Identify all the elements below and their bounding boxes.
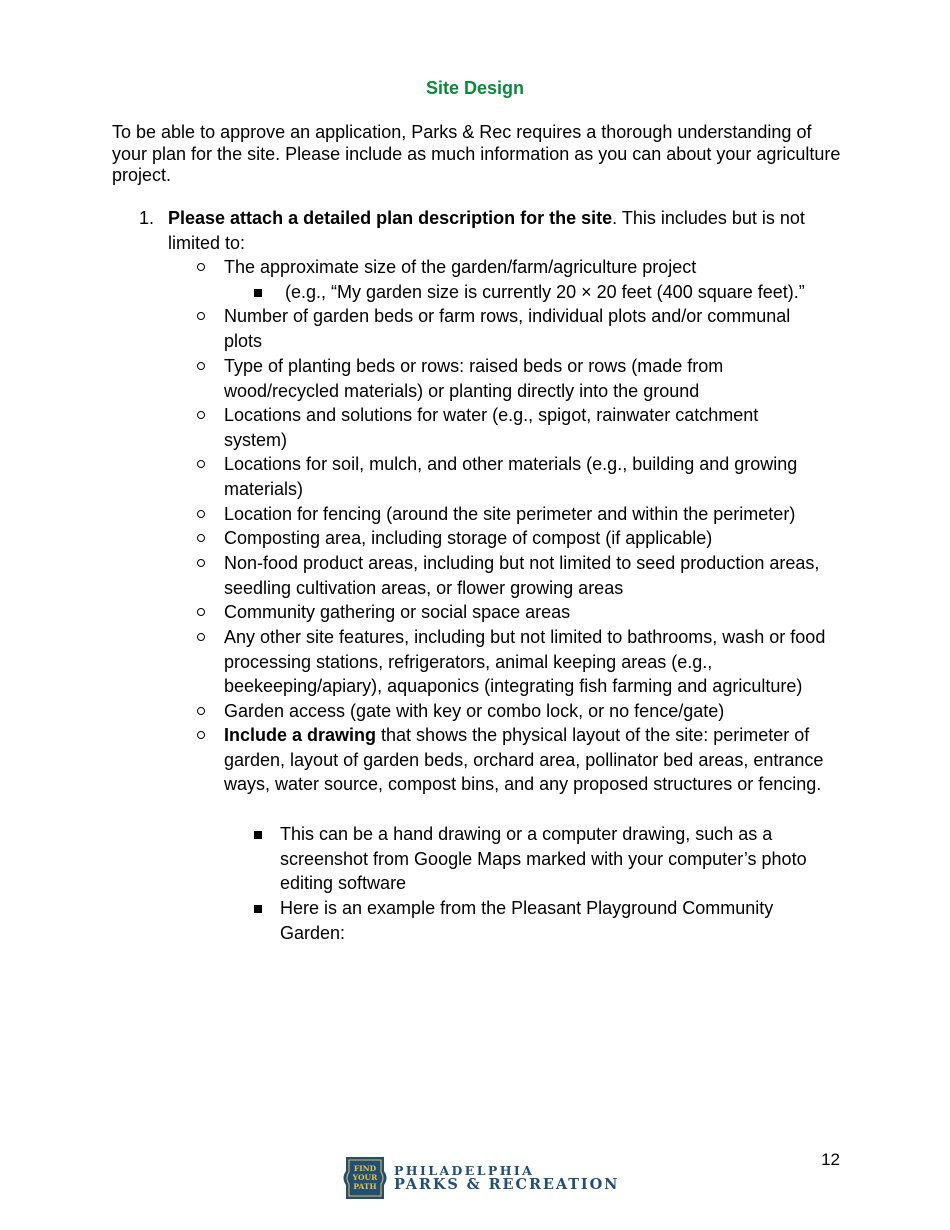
intro-paragraph: To be able to approve an application, Parks & Rec requires a thorough understanding of your plan for the site. Please include as much information as you can about your agriculture project. — [112, 122, 841, 186]
list-item-text: The approximate size of the garden/farm/agriculture project — [224, 257, 697, 277]
list-item — [224, 502, 834, 527]
list-item — [224, 699, 824, 724]
list-item-text: that shows the physical layout of the site: perimeter of garden, layout of garden beds, orchard area, pollinator bed areas, entrance ways, water source, compost bins, and any proposed structures or fencing. — [224, 725, 824, 795]
list-item-text: Non-food product areas, including but not limited to seed production areas, seedling cultivation areas, or flower growing areas — [224, 553, 820, 598]
logo-wordmark-line2: PARKS & RECREATION — [394, 1176, 620, 1193]
list-item-text: Location for fencing (around the site perimeter and within the perimeter) — [224, 504, 796, 524]
list-item — [224, 255, 824, 280]
bullet-square-icon — [254, 289, 262, 297]
footer-logo — [340, 1153, 620, 1203]
badge-line: FIND — [353, 1164, 377, 1173]
list-item-text: Community gathering or social space areas — [224, 602, 571, 622]
badge-line: YOUR — [352, 1173, 378, 1182]
numbered-item-bold: Please attach a detailed plan description for the site — [168, 208, 613, 228]
list-item-text: Garden access (gate with key or combo lock, or no fence/gate) — [224, 701, 725, 721]
list-item-text: Composting area, including storage of compost (if applicable) — [224, 528, 713, 548]
logo-wordmark-line1: PHILADELPHIA — [394, 1163, 535, 1178]
list-number: 1. — [139, 208, 155, 228]
bullet-circle-icon — [197, 731, 205, 739]
bullet-circle-icon — [197, 559, 205, 567]
bullet-circle-icon — [197, 312, 205, 320]
list-item-text: Any other site features, including but not limited to bathrooms, wash or food processing stations, refrigerators, animal keeping areas (e.g., beekeeping/apiary), aquaponics (integrating fish farming and agriculture) — [224, 627, 826, 697]
list-item-text: (e.g., “My garden size is currently 20 × 20 feet (400 square feet).” — [285, 282, 805, 302]
list-item-text: Number of garden beds or farm rows, individual plots and/or communal plots — [224, 306, 791, 351]
list-item — [224, 304, 824, 353]
page-title: Site Design — [425, 78, 525, 98]
list-item — [285, 280, 845, 305]
bullet-circle-icon — [197, 510, 205, 518]
list-item-text: Type of planting beds or rows: raised beds or rows (made from wood/recycled materials) or planting directly into the ground — [224, 356, 724, 401]
list-item-text: Locations and solutions for water (e.g., spigot, rainwater catchment system) — [224, 405, 759, 450]
list-item-text: This can be a hand drawing or a computer drawing, such as a screenshot from Google Maps marked with your computer’s photo editing software — [280, 824, 807, 894]
bullet-circle-icon — [197, 411, 205, 419]
bullet-circle-icon — [197, 460, 205, 468]
numbered-item-text — [168, 206, 848, 255]
badge-line: PATH — [353, 1182, 377, 1191]
bullet-square-icon — [254, 831, 262, 839]
list-item — [224, 600, 824, 625]
bullet-square-icon — [254, 905, 262, 913]
list-item — [224, 452, 824, 501]
bullet-circle-icon — [197, 633, 205, 641]
bullet-circle-icon — [197, 707, 205, 715]
bullet-circle-icon — [197, 608, 205, 616]
list-item — [224, 723, 834, 797]
list-item-text: Here is an example from the Pleasant Playground Community Garden: — [280, 898, 774, 943]
find-your-path-badge-icon — [340, 1153, 390, 1203]
bullet-circle-icon — [197, 534, 205, 542]
bullet-circle-icon — [197, 362, 205, 370]
list-item — [224, 403, 824, 452]
list-item — [224, 526, 824, 551]
list-item — [280, 896, 805, 945]
list-item — [224, 354, 824, 403]
list-item-bold: Include a drawing — [224, 725, 377, 745]
list-item — [224, 551, 824, 600]
bullet-circle-icon — [197, 263, 205, 271]
numbered-item-rest: . This includes but is not limited to: — [168, 208, 805, 253]
page-number: 12 — [821, 1150, 840, 1169]
list-item-text: Locations for soil, mulch, and other materials (e.g., building and growing materials) — [224, 454, 798, 499]
list-item — [280, 822, 830, 896]
list-item — [224, 625, 829, 699]
